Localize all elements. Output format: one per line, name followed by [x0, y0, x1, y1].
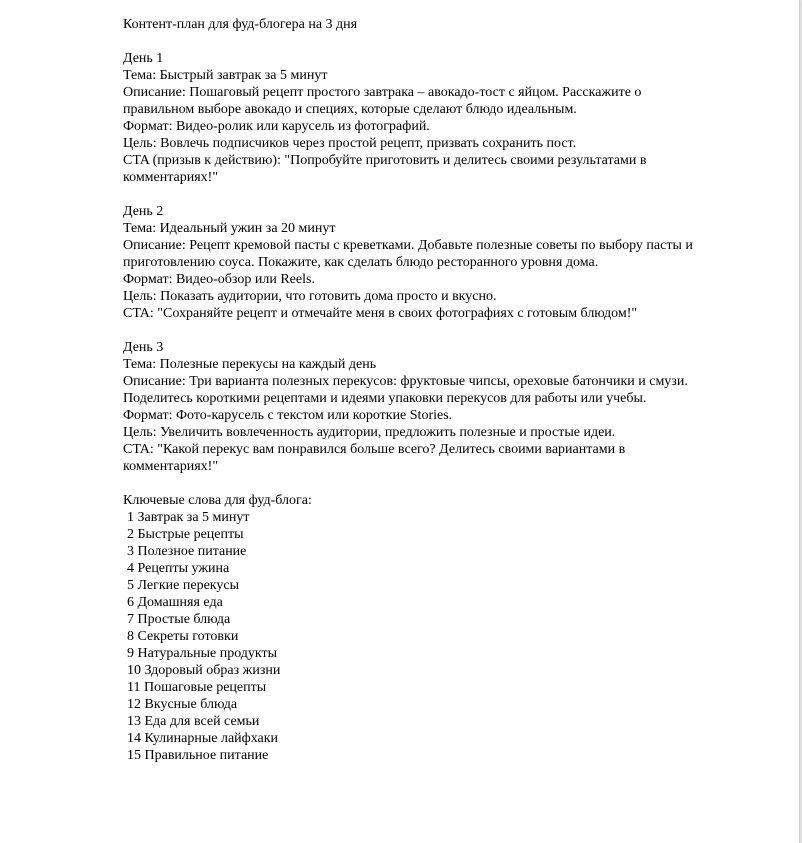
day-format: Формат: Видео-обзор или Reels. [123, 272, 315, 287]
day-description: Описание: Три варианта полезных перекусов: фруктовые чипсы, ореховые батончики и смузи. Поделитесь короткими рецептами и идеями упаковки перекусов для работы или учебы. [123, 374, 692, 406]
day-format: Формат: Фото-карусель с текстом или короткие Stories. [123, 408, 453, 423]
keyword-item: 10 Здоровый образ жизни [127, 663, 281, 678]
keyword-item: 11 Пошаговые рецепты [127, 680, 267, 695]
keyword-item: 2 Быстрые рецепты [127, 527, 244, 542]
keyword-item: 1 Завтрак за 5 минут [127, 510, 250, 525]
day-theme: Тема: Идеальный ужин за 20 минут [123, 221, 336, 236]
blank-line [123, 322, 693, 339]
day-section [123, 339, 693, 475]
keyword-item: 8 Секреты готовки [127, 629, 239, 644]
day-description: Описание: Пошаговый рецепт простого завтрака – авокадо-тост с яйцом. Расскажите о правильном выборе авокадо и специях, которые сделают блюдо идеальным. [123, 85, 645, 117]
blank-line [123, 186, 693, 203]
day-section [123, 50, 693, 186]
keyword-item: 5 Легкие перекусы [127, 578, 240, 593]
day-cta: CTA: "Какой перекус вам понравился больше всего? Делитесь своими вариантами в комментариях!" [123, 442, 629, 474]
day-heading: День 1 [123, 51, 164, 66]
day-goal: Цель: Вовлечь подписчиков через простой рецепт, призвать сохранить пост. [123, 136, 577, 151]
keyword-item: 3 Полезное питание [127, 544, 247, 559]
keyword-item: 14 Кулинарные лайфхаки [127, 731, 279, 746]
day-description: Описание: Рецепт кремовой пасты с креветками. Добавьте полезные советы по выбору пасты и приготовлению соуса. Покажите, как сделать блюдо ресторанного уровня дома. [123, 238, 697, 270]
keyword-item: 6 Домашняя еда [127, 595, 223, 610]
day-goal: Цель: Показать аудитории, что готовить дома просто и вкусно. [123, 289, 497, 304]
day-goal: Цель: Увеличить вовлеченность аудитории, предложить полезные и простые идеи. [123, 425, 616, 440]
blank-line [123, 33, 693, 50]
day-heading: День 2 [123, 204, 164, 219]
blank-line [123, 475, 693, 492]
document-title: Контент-план для фуд-блогера на 3 дня [123, 17, 358, 32]
keyword-item: 9 Натуральные продукты [127, 646, 278, 661]
keyword-item: 12 Вкусные блюда [127, 697, 238, 712]
day-cta: CTA: "Сохраняйте рецепт и отмечайте меня в своих фотографиях с готовым блюдом!" [123, 306, 638, 321]
keyword-item: 4 Рецепты ужина [127, 561, 230, 576]
day-theme: Тема: Быстрый завтрак за 5 минут [123, 68, 328, 83]
keywords-heading: Ключевые слова для фуд-блога: [123, 493, 312, 508]
keyword-item: 7 Простые блюда [127, 612, 231, 627]
keyword-item: 15 Правильное питание [127, 748, 269, 763]
day-cta: CTA (призыв к действию): "Попробуйте приготовить и делитесь своими результатами в комментариях!" [123, 153, 650, 185]
day-section [123, 203, 697, 322]
day-theme: Тема: Полезные перекусы на каждый день [123, 357, 377, 372]
keyword-item: 13 Еда для всей семьи [127, 714, 260, 729]
day-format: Формат: Видео-ролик или карусель из фотографий. [123, 119, 430, 134]
document-body[interactable] [123, 16, 697, 764]
keywords-section [123, 492, 693, 764]
day-heading: День 3 [123, 340, 164, 355]
